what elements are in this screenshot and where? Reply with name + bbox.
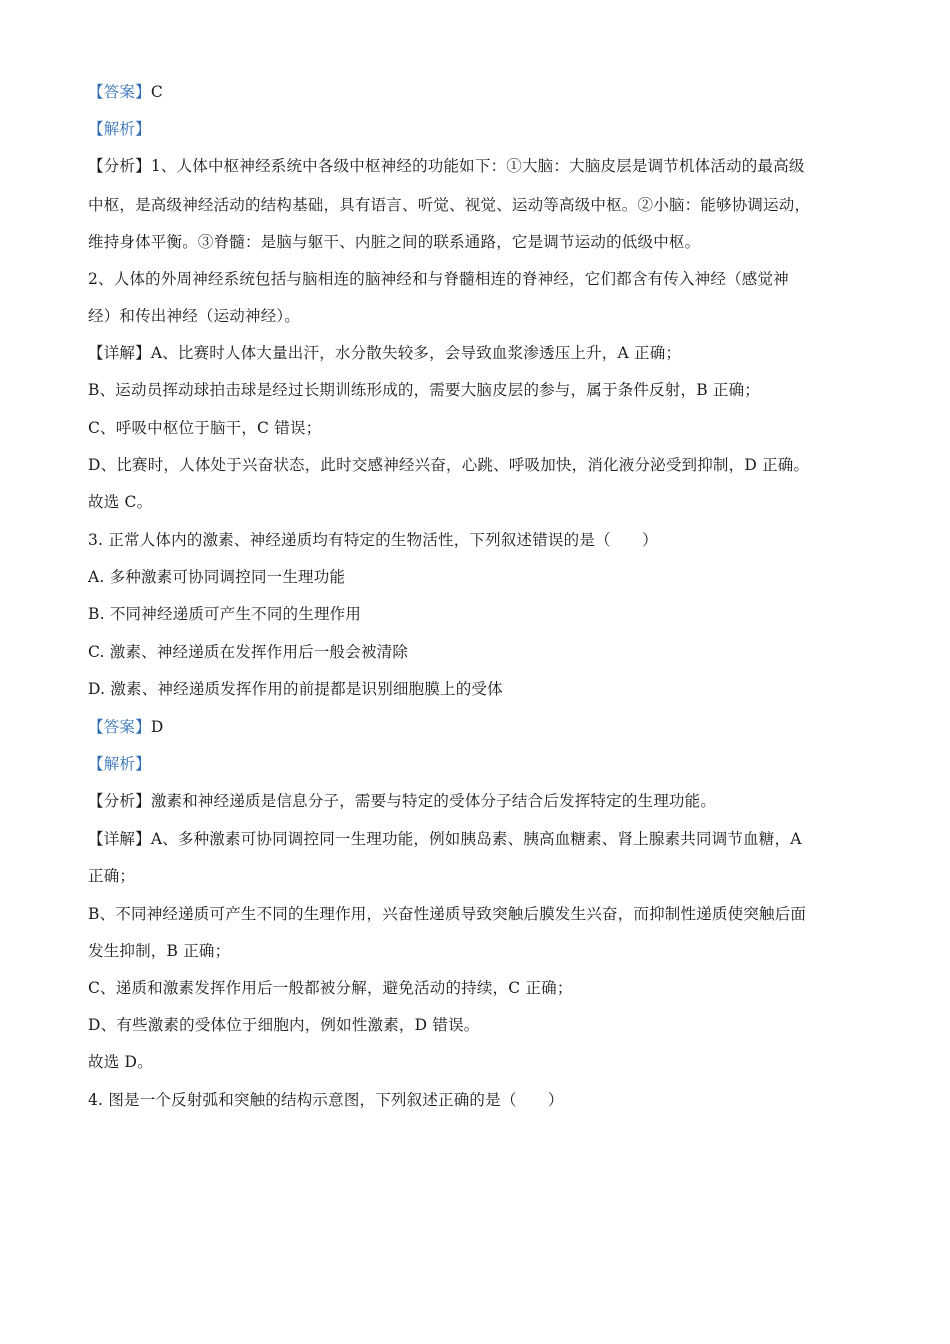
q3-fenxi-line [88,789,863,813]
q3-detail-line-1 [88,827,863,851]
detail-text: C、递质和激素发挥作用后一般都被分解，避免活动的持续，C 正确； [88,979,573,997]
question-text: 3. 正常人体内的激素、神经递质均有特定的生物活性，下列叙述错误的是（ ） [88,531,658,549]
fenxi-text: 经）和传出神经（运动神经）。 [88,307,301,325]
answer-value: C [150,83,163,101]
q2-detail-line-4 [88,453,863,477]
fenxi-text: 激素和神经递质是信息分子，需要与特定的受体分子结合后发挥特定的生理功能。 [150,792,717,810]
detail-tag: 【详解】 [88,344,151,362]
q2-analysis-heading [88,117,863,141]
fenxi-tag: 【分析】 [88,157,151,175]
q3-detail-line-6 [88,1013,863,1037]
q3-option-d [88,677,863,701]
answer-tag: 【答案】 [88,83,151,101]
q3-detail-line-4 [88,939,863,963]
fenxi-tag: 【分析】 [88,792,151,810]
q3-stem [88,528,863,552]
q2-fenxi-line-5 [88,304,863,328]
fenxi-text: 1、人体中枢神经系统中各级中枢神经的功能如下：①大脑：大脑皮层是调节机体活动的最高级 [150,157,805,175]
question-text: 4. 图是一个反射弧和突触的结构示意图，下列叙述正确的是（ ） [88,1091,564,1109]
q3-option-a [88,565,863,589]
option-text: A. 多种激素可协同调控同一生理功能 [88,568,346,586]
detail-text: A、比赛时人体大量出汗，水分散失较多，会导致血浆渗透压上升，A 正确； [150,344,682,362]
option-text: D. 激素、神经递质发挥作用的前提都是识别细胞膜上的受体 [88,680,503,698]
answer-tag: 【答案】 [88,718,151,736]
q3-detail-line-3 [88,902,863,926]
q2-detail-line-3 [88,416,863,440]
q2-detail-line-2 [88,378,863,402]
detail-text: B、运动员挥动球拍击球是经过长期训练形成的，需要大脑皮层的参与，属于条件反射，B 正确； [88,381,761,399]
q2-detail-line-1 [88,341,863,365]
q2-fenxi-line-2 [88,193,863,217]
q3-answer-line [88,715,863,739]
q3-detail-line-2 [88,864,863,888]
detail-text: C、呼吸中枢位于脑干，C 错误； [88,419,322,437]
fenxi-text: 维持身体平衡。③脊髓：是脑与躯干、内脏之间的联系通路，它是调节运动的低级中枢。 [88,233,701,251]
q2-fenxi-line-1 [88,154,863,178]
detail-text: 发生抑制，B 正确； [88,942,231,960]
q2-conclusion [88,490,863,514]
q2-answer-line [88,80,863,104]
q3-analysis-heading [88,752,863,776]
fenxi-text: 2、人体的外周神经系统包括与脑相连的脑神经和与脊髓相连的脊神经，它们都含有传入神经（感觉神 [88,270,789,288]
q4-stem [88,1088,863,1112]
detail-text: D、比赛时，人体处于兴奋状态，此时交感神经兴奋，心跳、呼吸加快，消化液分泌受到抑制，D 正确。 [88,456,810,474]
analysis-tag: 【解析】 [88,120,151,138]
fenxi-text: 中枢，是高级神经活动的结构基础，具有语言、听觉、视觉、运动等高级中枢。②小脑：能够协调运动， [88,196,811,214]
detail-text: 正确； [88,867,136,885]
q3-conclusion [88,1050,863,1074]
q3-option-b [88,602,863,626]
detail-text: D、有些激素的受体位于细胞内，例如性激素，D 错误。 [88,1016,480,1034]
q2-fenxi-line-4 [88,267,863,291]
q3-option-c [88,640,863,664]
q2-fenxi-line-3 [88,230,863,254]
detail-text: 故选 C。 [88,493,153,511]
option-text: B. 不同神经递质可产生不同的生理作用 [88,605,362,623]
q3-detail-line-5 [88,976,863,1000]
detail-text: 故选 D。 [88,1053,153,1071]
option-text: C. 激素、神经递质在发挥作用后一般会被清除 [88,643,409,661]
detail-text: B、不同神经递质可产生不同的生理作用，兴奋性递质导致突触后膜发生兴奋，而抑制性递质使突触后面 [88,905,807,923]
detail-tag: 【详解】 [88,830,151,848]
detail-text: A、多种激素可协同调控同一生理功能，例如胰岛素、胰高血糖素、肾上腺素共同调节血糖，A [150,830,802,848]
analysis-tag: 【解析】 [88,755,151,773]
answer-value: D [150,718,164,736]
